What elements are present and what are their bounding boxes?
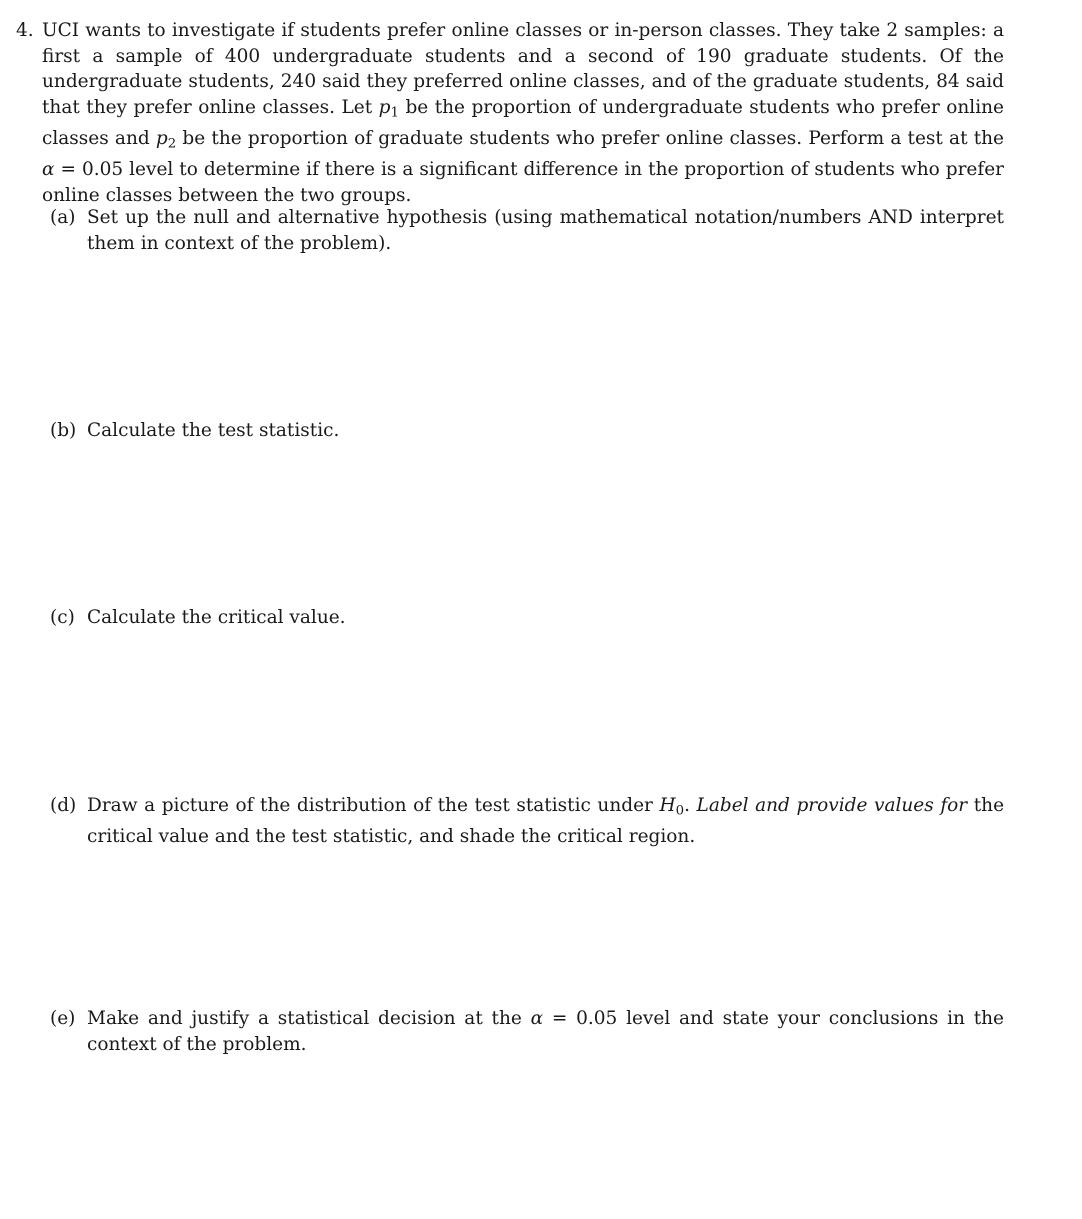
part-a-text: Set up the null and alternative hypothesis (using mathematical notation/numbers AND interpret them in context of the problem). bbox=[87, 207, 1004, 254]
problem-text-3: be the proportion of graduate students who prefer online classes. Perform a test at the bbox=[176, 128, 1004, 150]
part-a-label: (a) bbox=[50, 207, 76, 228]
part-e-label: (e) bbox=[50, 1008, 76, 1029]
part-d-italic-text: Label and provide values for bbox=[696, 795, 968, 816]
part-e-text-1: Make and justify a statistical decision at the bbox=[87, 1008, 531, 1029]
part-d-text bbox=[87, 793, 1004, 850]
part-e bbox=[50, 1006, 1004, 1057]
part-b-text: Calculate the test statistic. bbox=[87, 420, 340, 441]
h0-symbol: $H_0$ bbox=[659, 795, 685, 819]
part-c-text: Calculate the critical value. bbox=[87, 607, 346, 628]
alpha-symbol-e: α bbox=[530, 1008, 544, 1029]
part-d-label: (d) bbox=[50, 795, 77, 816]
part-d-text-3: the critical value and the test statistic, and shade the critical region. bbox=[87, 795, 1005, 848]
problem-statement bbox=[42, 18, 1004, 209]
part-d-text-1: Draw a picture of the distribution of the test statistic under bbox=[87, 795, 660, 816]
problem-text-2: be the proportion of undergraduate students who prefer online classes and bbox=[42, 96, 1005, 150]
problem-number: 4. bbox=[16, 20, 34, 41]
part-e-text bbox=[87, 1006, 1004, 1057]
p1-symbol: $p_1$ bbox=[378, 96, 399, 121]
part-b-label: (b) bbox=[50, 420, 77, 441]
part-b bbox=[50, 418, 1004, 444]
part-a bbox=[50, 205, 1004, 256]
problem-text-4: = 0.05 level to determine if there is a significant difference in the proportion of students who prefer online classes between the two groups. bbox=[42, 159, 1004, 206]
part-e-text-2: = 0.05 level and state your conclusions in the context of the problem. bbox=[87, 1008, 1004, 1055]
p2-symbol: $p_2$ bbox=[155, 128, 177, 152]
part-c bbox=[50, 605, 1004, 631]
part-d bbox=[50, 793, 1004, 850]
part-d-text-2: . bbox=[684, 795, 697, 816]
part-c-label: (c) bbox=[50, 607, 75, 628]
problem-text-1: UCI wants to investigate if students prefer online classes or in-person classes. They take 2 samples: a first a sample of 400 undergraduate students and a second of 190 graduate students. Of the undergraduate students, 240 said they preferred online classes, and of the graduate students, 84 said that they prefer online classes. Let bbox=[42, 20, 1004, 118]
problem-4 bbox=[16, 18, 1004, 209]
alpha-symbol: α bbox=[42, 159, 55, 181]
